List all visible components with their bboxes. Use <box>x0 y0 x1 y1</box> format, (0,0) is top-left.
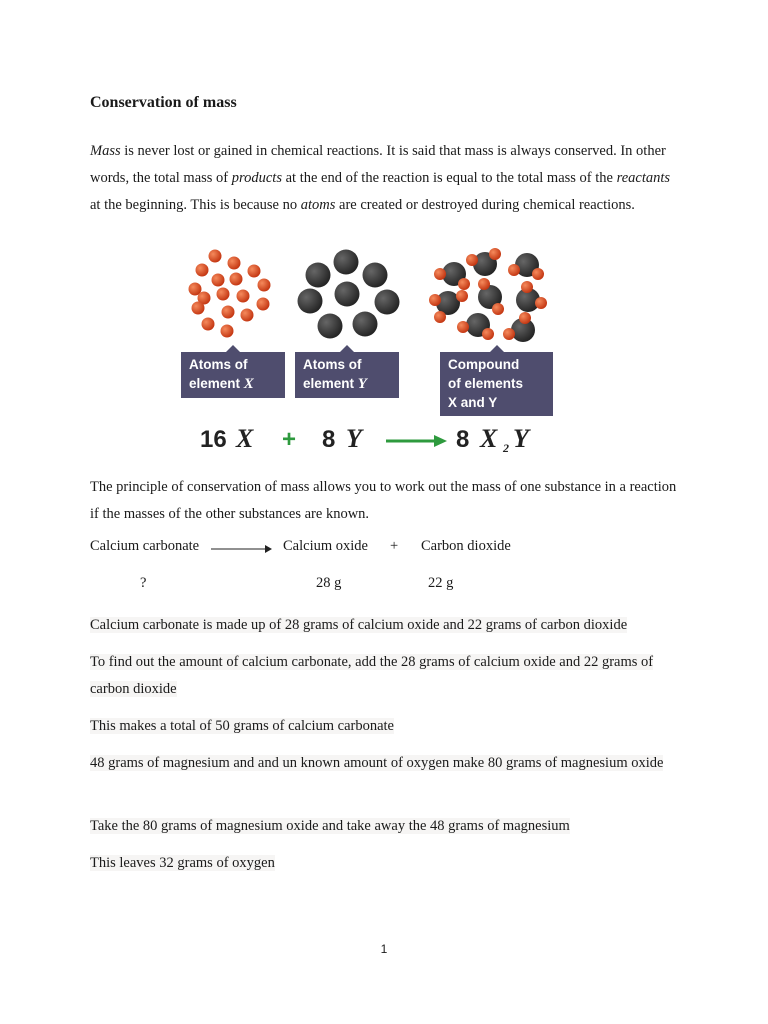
reaction-arrow-icon <box>211 544 273 554</box>
label-c-line2: of elements <box>448 376 524 391</box>
mass-values <box>90 575 690 599</box>
eq-symbol-x2: X <box>480 424 498 453</box>
product1-mass: 28 g <box>316 575 342 591</box>
reactant-mass: ? <box>140 575 147 591</box>
reactant-label: Calcium carbonate <box>90 538 200 554</box>
note-1 <box>90 612 690 639</box>
symbol-equation <box>200 426 560 460</box>
note-2-text: To find out the amount of calcium carbonate, add the 28 grams of calcium oxide and 22 grams of carbon dioxide <box>90 654 654 697</box>
label-c-line1: Compound <box>448 357 520 372</box>
label-x-line2 <box>189 374 277 394</box>
eq-arrow-icon <box>386 434 448 448</box>
eq-symbol-x: X <box>236 424 254 453</box>
label-compound <box>440 352 553 416</box>
eq-coefficient-16: 16 <box>200 426 227 453</box>
label-element-x <box>181 352 285 398</box>
element-y-atoms <box>298 250 400 339</box>
eq-symbol-y2: Y <box>513 424 529 453</box>
note-4-text: 48 grams of magnesium and and un known amount of oxygen make 80 grams of magnesium oxide <box>90 755 664 771</box>
intro-text-2: at the end of the reaction is equal to the total mass of the <box>281 170 617 186</box>
product2-mass: 22 g <box>428 575 454 591</box>
label-x-line1: Atoms of <box>189 357 248 372</box>
note-4 <box>90 750 690 777</box>
intro-paragraph <box>90 138 682 219</box>
note-1-text: Calcium carbonate is made up of 28 grams of calcium oxide and 22 grams of carbon dioxide <box>90 617 628 633</box>
term-mass: Mass <box>90 143 121 159</box>
note-6 <box>90 850 690 877</box>
label-y-line2 <box>303 374 391 394</box>
note-5-text: Take the 80 grams of magnesium oxide and take away the 48 grams of magnesium <box>90 818 570 834</box>
intro-text-4: are created or destroyed during chemical reactions. <box>335 197 635 213</box>
label-y-line1: Atoms of <box>303 357 362 372</box>
note-3-text: This makes a total of 50 grams of calcium carbonate <box>90 718 394 734</box>
element-x-atoms <box>189 250 271 338</box>
intro-text-3: at the beginning. This is because no <box>90 197 301 213</box>
note-5 <box>90 813 690 840</box>
label-y-word: element <box>303 376 355 391</box>
eq-coefficient-8b: 8 <box>456 426 470 453</box>
word-equation <box>90 538 690 562</box>
term-atoms: atoms <box>300 197 336 213</box>
product2-label: Carbon dioxide <box>421 538 511 554</box>
term-reactants: reactants <box>616 170 671 186</box>
term-products: products <box>231 170 282 186</box>
product1-label: Calcium oxide <box>283 538 368 554</box>
label-element-y <box>295 352 399 398</box>
eq-coefficient-8: 8 <box>322 426 336 453</box>
note-3 <box>90 713 690 740</box>
intro-text-1: is never lost or gained in chemical reactions. It is said that mass is always conserved. In other words, the total mass of <box>90 143 666 186</box>
eq-plus: + <box>282 426 297 453</box>
label-c-line3: X and Y <box>448 395 498 410</box>
page-title: Conservation of mass <box>90 94 237 111</box>
compound-molecules <box>429 248 547 342</box>
eq-subscript: 2 <box>503 441 509 455</box>
label-x-symbol: X <box>243 376 254 392</box>
note-6-text: This leaves 32 grams of oxygen <box>90 855 275 871</box>
reaction-diagram <box>178 246 558 466</box>
page-number: 1 <box>380 942 388 956</box>
eq-symbol-y: Y <box>346 424 362 453</box>
label-x-word: element <box>189 376 241 391</box>
label-y-symbol: Y <box>357 376 367 392</box>
plus-sign: + <box>390 538 399 554</box>
principle-paragraph: The principle of conservation of mass allows you to work out the mass of one substance in a reaction if the masses of the other substances are known. <box>90 479 677 522</box>
note-2 <box>90 649 690 703</box>
